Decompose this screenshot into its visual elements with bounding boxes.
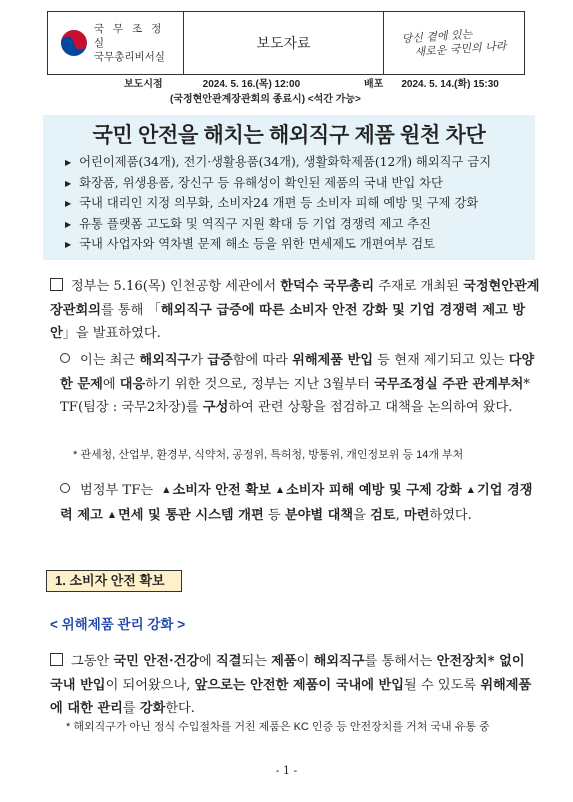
text-run: 주재로 개최된: [374, 279, 464, 294]
text-run: 위해제품에 대한 관리: [50, 677, 532, 716]
text-run: 대응: [119, 376, 146, 392]
text-run: 구성: [202, 400, 229, 415]
summary-text: 유통 플랫폼 고도화 및 역직구 지원 확대 등 기업 경쟁력 제고 추진: [79, 216, 432, 231]
text-run: 국민 안전·건강: [113, 654, 200, 669]
text-run: 에: [102, 376, 120, 392]
summary-item: [65, 193, 491, 214]
text-run: 에: [199, 654, 216, 669]
text-run: 제품: [271, 654, 297, 669]
slogan-line-2: 새로운 국민의 나라: [414, 39, 507, 59]
text-run: 다양한 문제: [60, 353, 535, 392]
circle-bullet-icon: [60, 483, 70, 493]
org-name: [94, 22, 183, 64]
triangle-up-icon: ▲: [276, 485, 283, 494]
triangle-bullet-icon: ▶: [65, 178, 72, 188]
footnote-safety: * 해외직구가 아닌 정식 수입절차를 거친 제품은 KC 인증 등 안전장치를 거쳐 국내 유통 중: [66, 721, 490, 733]
text-run: 급증: [207, 353, 233, 368]
text-run: 하였다.: [429, 507, 472, 523]
press-header: [47, 11, 525, 75]
square-bullet-icon: [50, 278, 63, 291]
text-run: 을: [353, 507, 371, 523]
paragraph-intro: [50, 275, 540, 346]
triangle-up-icon: ▲: [108, 509, 115, 519]
text-run: 가: [190, 353, 208, 368]
release-note: (국정현안관계장관회의 종료시) <석간 가능>: [170, 94, 361, 105]
summary-item: [65, 214, 491, 235]
summary-text: 국내 사업자와 역차별 문제 해소 등을 위한 면세제도 개편여부 검토: [79, 237, 436, 251]
org-name-top: 국 무 조 정 실: [93, 23, 165, 49]
triangle-bullet-icon: ▶: [65, 240, 72, 249]
text-run: 함에 따라: [232, 353, 293, 368]
summary-text: 어린이제품(34개), 전기·생활용품(34개), 생활화학제품(12개) 해외직구 금지: [79, 155, 492, 169]
text-run: 를 통해 「: [100, 302, 161, 318]
summary-item: [65, 173, 491, 194]
text-run: 이 되어왔으나,: [105, 677, 195, 693]
slogan-line-1: 당신 곁에 있는: [401, 27, 473, 46]
text-run: 기업 경쟁력 제고: [60, 483, 533, 523]
title-box: [43, 115, 535, 260]
text-run: 국무조정실 주관 관계부처: [374, 376, 524, 392]
text-run: 국정현안관계장관회의: [50, 279, 540, 318]
doc-type: 보도자료: [184, 12, 384, 74]
org-name-bottom: 국무총리비서실: [93, 51, 165, 63]
triangle-bullet-icon: ▶: [65, 219, 72, 229]
text-run: 이는 최근: [80, 353, 140, 368]
paragraph-safety: [50, 650, 540, 721]
text-run: 해외직구: [139, 353, 191, 368]
summary-text: 화장품, 위생용품, 장신구 등 유해성이 확인된 제품의 국내 반입 차단: [79, 175, 443, 190]
dist-label: 배포: [364, 79, 384, 90]
release-date: 2024. 5. 16.(목) 12:00: [202, 79, 301, 90]
page-number: - 1 -: [275, 764, 298, 777]
summary-text: 국내 대리인 지정 의무화, 소비자24 개편 등 소비자 피해 예방 및 구제 강화: [79, 196, 479, 210]
summary-item: [65, 152, 491, 173]
circle-bullet-icon: [60, 353, 70, 363]
text-run: 될 수 있도록: [404, 677, 481, 693]
org-block: [48, 12, 184, 74]
text-run: 소비자 피해 예방 및 구제 강화: [285, 483, 462, 498]
text-run: 그동안: [71, 654, 114, 669]
text-run: 한덕수 국무총리: [280, 279, 375, 294]
text-run: 위해제품 반입: [292, 353, 374, 368]
page-title: 국민 안전을 해치는 해외직구 제품 원천 차단: [92, 124, 486, 147]
paragraph-tf: [60, 478, 540, 527]
release-label: 보도시점: [124, 79, 163, 90]
text-run: 소비자 안전 확보: [172, 483, 271, 498]
text-run: 하기 위한 것으로, 정부는 지난 3월부터: [145, 376, 375, 392]
text-run: 강화: [139, 701, 166, 716]
taegeuk-emblem-icon: [60, 29, 88, 57]
text-run: 정부는 5.16(목) 인천공항 세관에서: [71, 279, 281, 294]
text-run: * 없이 국내 반입: [50, 654, 525, 693]
text-run: 해외직구 급증에 따른 소비자 안전 강화 및 기업 경쟁력 제고 방안: [50, 302, 526, 341]
triangle-up-icon: ▲: [467, 485, 474, 494]
section-heading: 1. 소비자 안전 확보: [46, 570, 182, 592]
slogan: [384, 12, 524, 74]
text-run: 」을 발표하였다.: [62, 326, 161, 341]
text-run: 등 현재 제기되고 있는: [373, 353, 509, 368]
text-run: ,: [395, 507, 404, 523]
subsection-heading: < 위해제품 관리 강화 >: [50, 617, 186, 632]
summary-list: [65, 152, 491, 255]
text-run: 이: [296, 654, 314, 669]
text-run: 하여 관련 상황을 점검하고 대책을 논의하여 왔다.: [228, 400, 513, 415]
text-run: 안전장치: [436, 654, 488, 669]
footnote-agencies: * 관세청, 산업부, 환경부, 식약처, 공정위, 특허청, 방통위, 개인정보위 등 14개 부처: [73, 449, 464, 461]
dist-date: 2024. 5. 14.(화) 15:30: [401, 79, 499, 90]
text-run: 앞으로는 안전한 제품이 국내에 반입: [194, 677, 405, 693]
text-run: 등: [263, 507, 285, 523]
summary-item: [65, 234, 491, 255]
text-run: 해외직구: [313, 654, 365, 669]
text-run: 검토: [370, 507, 396, 523]
square-bullet-icon: [50, 653, 63, 666]
text-run: 한다.: [165, 701, 195, 716]
paragraph-background: [60, 349, 540, 420]
text-run: 되는: [241, 654, 272, 669]
text-run: 범정부 TF는: [80, 483, 158, 498]
text-run: 를: [122, 701, 140, 716]
text-run: 직결: [215, 654, 242, 669]
text-run: 마련: [403, 507, 430, 523]
text-run: 면세 및 통관 시스템 개편: [117, 507, 264, 523]
text-run: * TF(팀장 : 국무2차장)를: [60, 376, 530, 415]
triangle-up-icon: ▲: [163, 485, 170, 494]
text-run: 를 통해서는: [364, 654, 437, 669]
triangle-bullet-icon: ▶: [65, 199, 72, 208]
triangle-bullet-icon: ▶: [65, 158, 72, 167]
text-run: 분야별 대책: [284, 507, 354, 523]
